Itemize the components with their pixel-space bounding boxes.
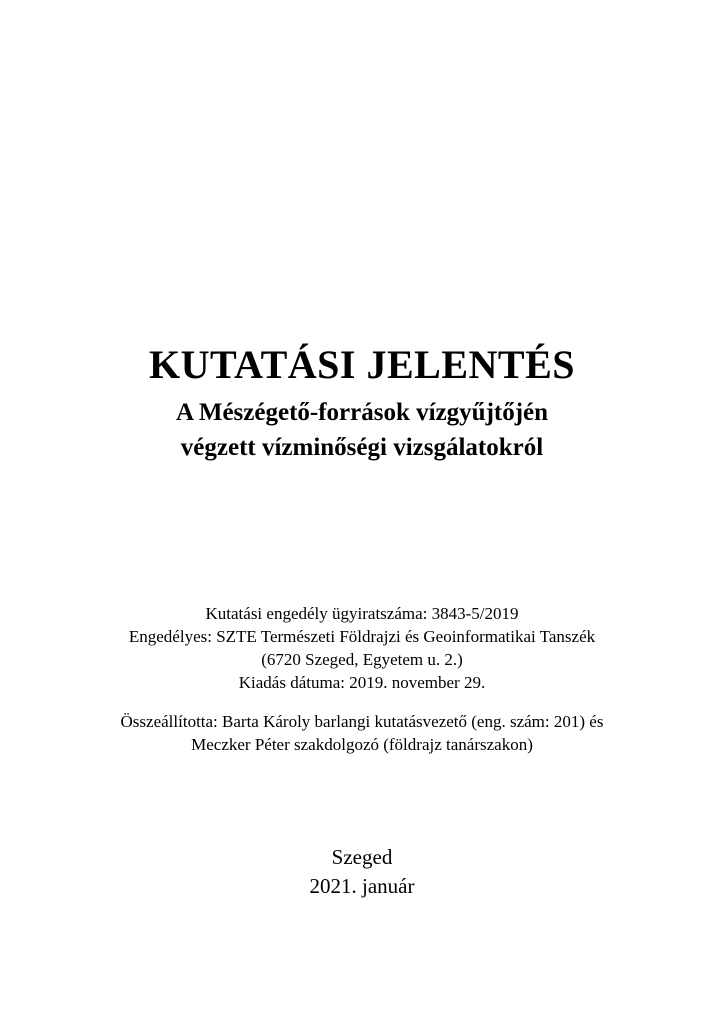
- permit-licensee: Engedélyes: SZTE Természeti Földrajzi és Geoinformatikai Tanszék: [128, 627, 596, 646]
- compiled-by-line-2: Meczker Péter szakdolgozó (földrajz tanárszakon): [191, 735, 533, 754]
- report-subtitle-line-2: végzett vízminőségi vizsgálatokról: [180, 434, 544, 461]
- publication-place: Szeged: [331, 845, 393, 869]
- report-subtitle-line-1: A Mészégető-források vízgyűjtőjén: [175, 399, 549, 426]
- publication-date: 2021. január: [309, 874, 415, 898]
- report-title: KUTATÁSI JELENTÉS: [148, 342, 576, 387]
- permit-file-number: Kutatási engedély ügyiratszáma: 3843-5/2019: [205, 604, 519, 623]
- licensee-address: (6720 Szeged, Egyetem u. 2.): [261, 650, 463, 669]
- permit-issue-date: Kiadás dátuma: 2019. november 29.: [238, 673, 486, 692]
- compiled-by-line-1: Összeállította: Barta Károly barlangi kutatásvezető (eng. szám: 201) és: [120, 712, 604, 731]
